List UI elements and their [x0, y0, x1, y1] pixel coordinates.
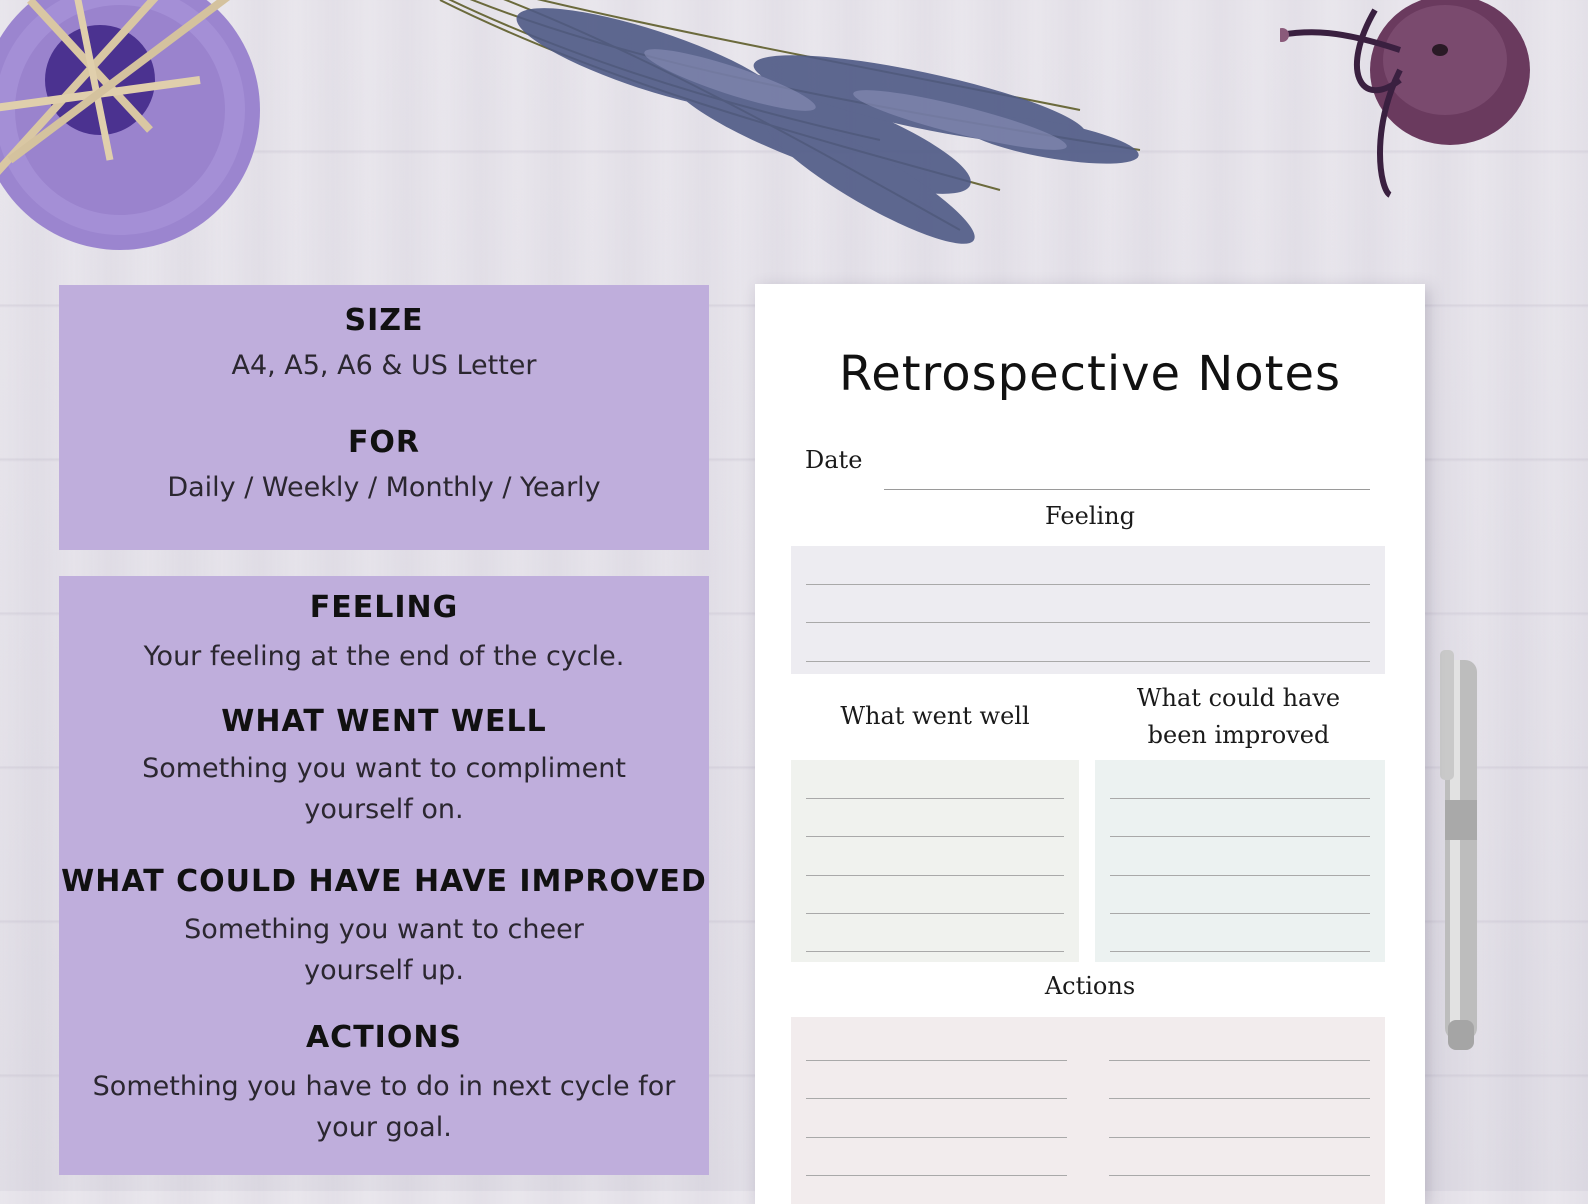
went-well-label: What went well	[840, 702, 1030, 730]
size-text: A4, A5, A6 & US Letter	[231, 350, 537, 381]
writing-line	[1109, 1098, 1370, 1099]
for-text: Daily / Weekly / Monthly / Yearly	[167, 472, 601, 503]
feeling-label: Feeling	[1045, 502, 1135, 530]
for-heading: FOR	[347, 425, 421, 460]
writing-line	[1109, 1175, 1370, 1176]
writing-line	[806, 836, 1064, 837]
writing-line	[1110, 875, 1370, 876]
writing-line	[1109, 1137, 1370, 1138]
planner-title: Retrospective Notes	[839, 346, 1341, 402]
went-well-description: Something you want to compliment yourself on.	[142, 753, 626, 825]
retrospective-planner-page	[755, 284, 1425, 1204]
feeling-heading: FEELING	[309, 590, 459, 625]
writing-line	[1110, 913, 1370, 914]
writing-line	[806, 1098, 1067, 1099]
lavender-bouquet-image	[400, 0, 1160, 250]
improved-description: Something you want to cheer yourself up.	[184, 914, 584, 986]
writing-line	[806, 584, 1370, 585]
improved-writing-box	[1095, 760, 1385, 962]
date-label: Date	[805, 446, 863, 474]
actions-label: Actions	[1044, 972, 1136, 1000]
actions-writing-box	[791, 1017, 1385, 1204]
actions-description: Something you have to do in next cycle for your goal.	[92, 1071, 676, 1143]
improved-label-line1: What could have	[1136, 684, 1341, 712]
writing-line	[806, 1175, 1067, 1176]
pen-image	[1440, 640, 1500, 1060]
improved-heading: WHAT COULD HAVE HAVE IMPROVED	[61, 864, 707, 899]
size-info-card	[59, 285, 709, 550]
writing-line	[1110, 798, 1370, 799]
writing-line	[1110, 951, 1370, 952]
went-well-heading: WHAT WENT WELL	[221, 704, 547, 739]
writing-line	[806, 798, 1064, 799]
writing-line	[806, 1137, 1067, 1138]
writing-line	[806, 913, 1064, 914]
sections-info-card	[59, 576, 709, 1175]
improved-label-line2: been improved	[1147, 721, 1330, 749]
feeling-description: Your feeling at the end of the cycle.	[143, 641, 625, 672]
writing-line	[806, 622, 1370, 623]
went-well-writing-box	[791, 760, 1079, 962]
writing-line	[806, 875, 1064, 876]
feeling-writing-box	[791, 546, 1385, 674]
writing-line	[1109, 1060, 1370, 1061]
date-line	[884, 489, 1370, 490]
writing-line	[1110, 836, 1370, 837]
candle-image	[1280, 0, 1580, 210]
size-heading: SIZE	[344, 303, 424, 338]
writing-line	[806, 951, 1064, 952]
diffuser-vase-image	[0, 0, 270, 260]
writing-line	[806, 661, 1370, 662]
actions-heading: ACTIONS	[305, 1020, 463, 1055]
writing-line	[806, 1060, 1067, 1061]
